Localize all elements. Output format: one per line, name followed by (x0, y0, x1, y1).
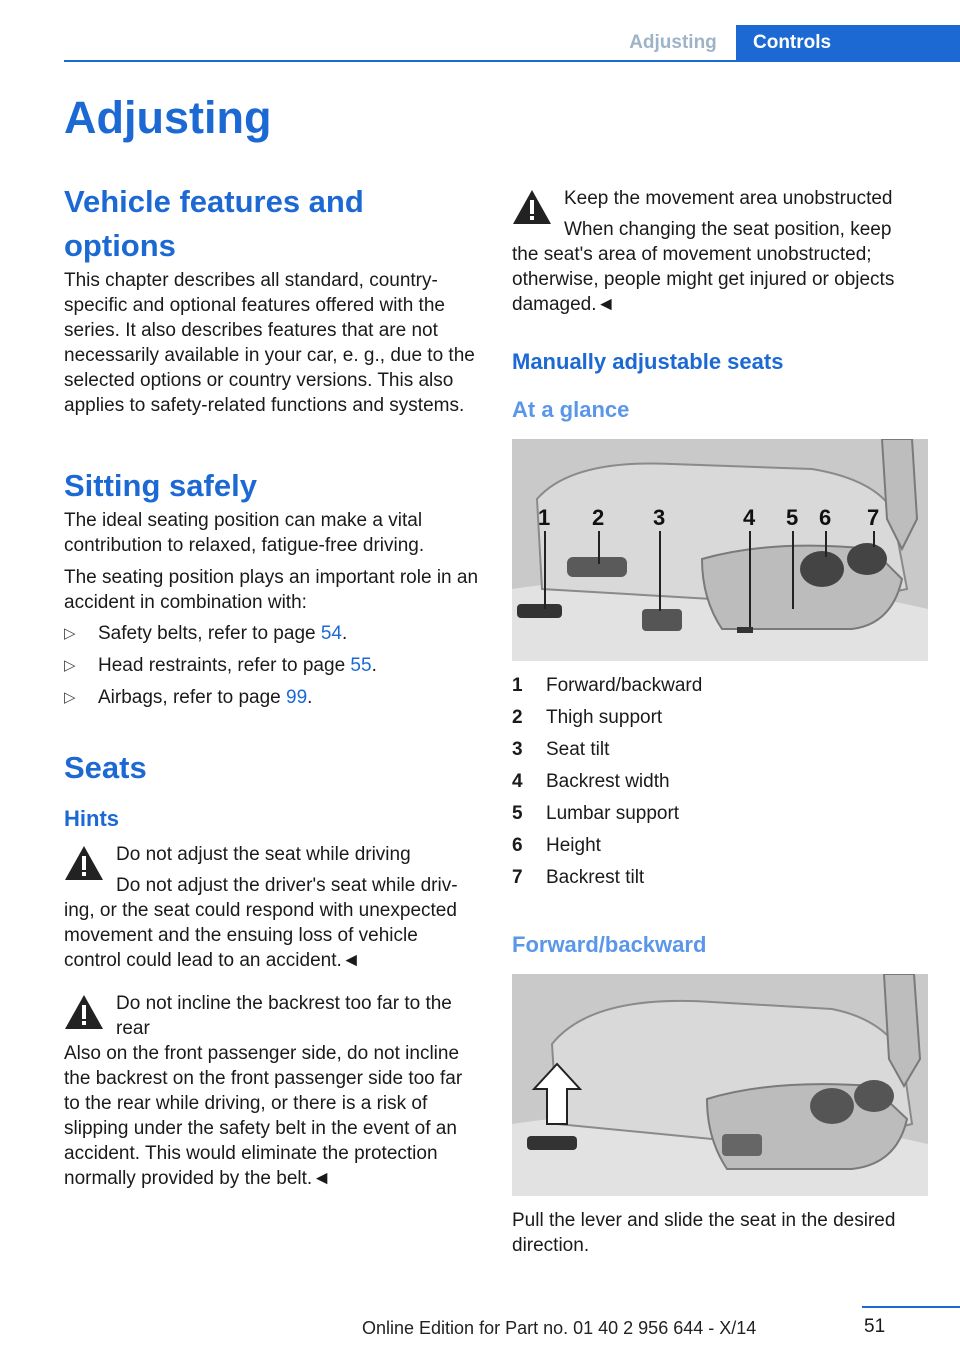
bullet-triangle-icon: ▷ (64, 625, 76, 642)
callout-label: 6 (819, 505, 832, 530)
header-rule (64, 60, 960, 62)
manual-seats-heading: Manually adjustable seats (512, 349, 784, 374)
list-item: 2 Thigh support (512, 707, 663, 728)
warning-triangle-icon (512, 188, 552, 226)
forward-backward-heading: Forward/backward (512, 932, 707, 957)
warning-body: the seat's area of movement unobstructed; otherwise, people might get injured or objects damaged.◄ (512, 244, 895, 315)
right-column (512, 180, 928, 1258)
page-title: Adjusting (64, 92, 272, 143)
list-item: ▷ Airbags, refer to page 99. (64, 687, 313, 708)
left-column (64, 180, 480, 1191)
forward-backward-body: Pull the lever and slide the seat in the desired direction. (512, 1210, 896, 1256)
sitting-safely-intro: The ideal seating position can make a vital contribution to relaxed, fatigue-free driving. (64, 510, 425, 556)
warning-body: ing, or the seat could respond with unexpected movement and the ensuing loss of vehicle control could lead to an accident.◄ (64, 900, 457, 971)
warning-body-first-line: When changing the seat position, keep (564, 219, 892, 240)
sitting-safely-heading: Sitting safely (64, 468, 257, 503)
warning-title: Keep the movement area unobstructed (564, 188, 893, 209)
list-item: 4 Backrest width (512, 771, 670, 792)
seat-lever-image (512, 974, 928, 1196)
list-item: 3 Seat tilt (512, 739, 610, 760)
callout-label: 5 (786, 505, 799, 530)
warning-backrest-incline (64, 991, 480, 1191)
callout-label: 2 (592, 505, 605, 530)
sitting-safely-combination: The seating position plays an important role in an accident in combination with: (64, 567, 479, 613)
page-number: 51 (864, 1316, 886, 1337)
header-chapter-tab: Controls (736, 25, 960, 61)
list-item: ▷ Safety belts, refer to page 54. (64, 623, 348, 644)
vehicle-features-heading: Vehicle features and options (64, 184, 364, 263)
bullet-triangle-icon: ▷ (64, 689, 76, 706)
warning-triangle-icon (64, 993, 104, 1031)
warning-triangle-icon (64, 844, 104, 882)
callout-label: 4 (743, 505, 756, 530)
hints-heading: Hints (64, 806, 119, 831)
page-link[interactable]: 99 (286, 687, 308, 708)
warning-title: Do not adjust the seat while driving (116, 844, 411, 865)
warning-title: Do not incline the backrest too far to the rear (116, 993, 452, 1039)
warning-body: Also on the front passenger side, do not incline the backrest on the front passenger side too far to the rear while driving, or there is a risk of slipping under the safety belt in the event of an accident. This would eliminate the protection normally provided by the belt.◄ (64, 1043, 463, 1189)
seat-controls-legend (512, 673, 928, 890)
safety-reference-list (64, 621, 480, 710)
warning-movement-area (512, 186, 928, 317)
bullet-triangle-icon: ▷ (64, 657, 76, 674)
callout-label: 7 (867, 505, 880, 530)
list-item: 1 Forward/backward (512, 675, 703, 696)
header-section-label: Adjusting (629, 32, 717, 53)
list-item: 5 Lumbar support (512, 803, 680, 824)
seat-controls-image (512, 439, 928, 661)
list-item: 7 Backrest tilt (512, 867, 645, 888)
warning-seat-driving (64, 842, 480, 973)
footer-rule (862, 1306, 960, 1308)
page-link[interactable]: 54 (320, 623, 342, 644)
vehicle-features-body: This chapter describes all standard, country-specific and optional features offered with the series. It also describes features that are not necessarily available in your car, e. g., due to the selected options or country versions. This also applies to safety-related functions and systems. (64, 270, 475, 416)
list-item: ▷ Head restraints, refer to page 55. (64, 655, 377, 676)
seats-heading: Seats (64, 750, 147, 785)
page-link[interactable]: 55 (350, 655, 372, 676)
at-a-glance-heading: At a glance (512, 397, 630, 422)
callout-label: 3 (653, 505, 666, 530)
warning-body-first-line: Do not adjust the driver's seat while driv- (116, 875, 458, 896)
edition-note: Online Edition for Part no. 01 40 2 956 644 - X/14 (362, 1318, 757, 1338)
list-item: 6 Height (512, 835, 601, 856)
callout-label: 1 (538, 505, 551, 530)
